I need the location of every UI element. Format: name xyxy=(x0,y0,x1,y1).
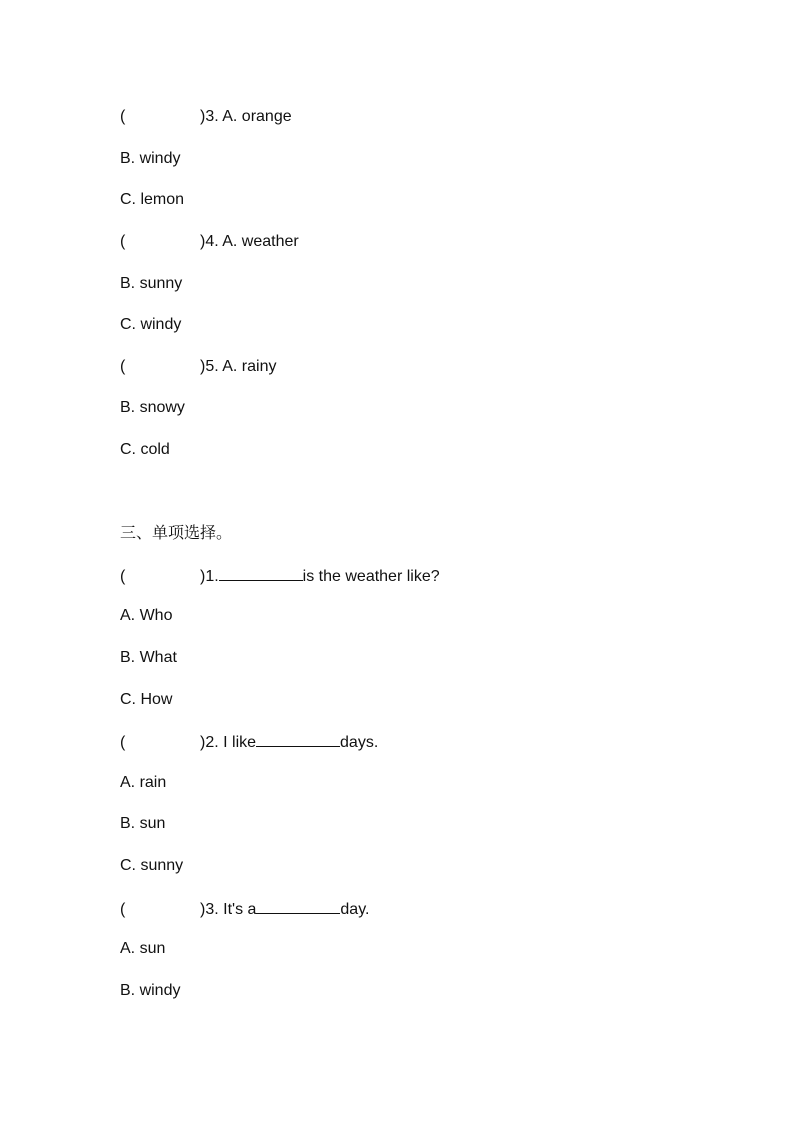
option-c: C. sunny xyxy=(120,857,184,874)
option-b: B. What xyxy=(120,649,177,666)
question-s3-2 xyxy=(120,730,378,752)
question-suffix: days. xyxy=(340,734,379,751)
option-c: C. cold xyxy=(120,441,170,458)
section-heading: 三、单项选择。 xyxy=(120,523,233,542)
answer-paren: ( xyxy=(120,901,126,918)
option-c: C. windy xyxy=(120,316,182,333)
option-a: A. weather xyxy=(222,233,299,250)
option-b: B. snowy xyxy=(120,399,185,416)
option-a: A. rainy xyxy=(222,358,277,375)
question-number: )4. xyxy=(200,233,223,250)
option-a: A. rain xyxy=(120,774,167,791)
answer-blank xyxy=(256,730,340,747)
question-s2-3 xyxy=(120,106,292,128)
question-suffix: is the weather like? xyxy=(302,568,440,585)
answer-paren: ( xyxy=(120,108,126,125)
question-number: )3. xyxy=(200,108,223,125)
option-a: A. sun xyxy=(120,940,166,957)
answer-blank xyxy=(219,564,303,581)
question-prefix: )3. It's a xyxy=(200,901,257,918)
answer-paren: ( xyxy=(120,233,126,250)
answer-paren: ( xyxy=(120,358,126,375)
option-b: B. windy xyxy=(120,150,181,167)
option-c: C. How xyxy=(120,691,173,708)
question-prefix: )2. I like xyxy=(200,734,257,751)
answer-blank xyxy=(256,897,340,914)
option-c: C. lemon xyxy=(120,191,185,208)
answer-paren: ( xyxy=(120,734,126,751)
option-b: B. sunny xyxy=(120,275,183,292)
answer-paren: ( xyxy=(120,568,126,585)
question-s2-5 xyxy=(120,356,276,378)
question-s3-3 xyxy=(120,897,369,919)
question-suffix: day. xyxy=(340,901,370,918)
question-number: )5. xyxy=(200,358,223,375)
option-a: A. orange xyxy=(222,108,292,125)
question-prefix: )1. xyxy=(200,568,219,585)
question-s2-4 xyxy=(120,231,299,253)
option-b: B. windy xyxy=(120,982,181,999)
question-s3-1 xyxy=(120,564,440,586)
option-a: A. Who xyxy=(120,607,173,624)
option-b: B. sun xyxy=(120,815,166,832)
